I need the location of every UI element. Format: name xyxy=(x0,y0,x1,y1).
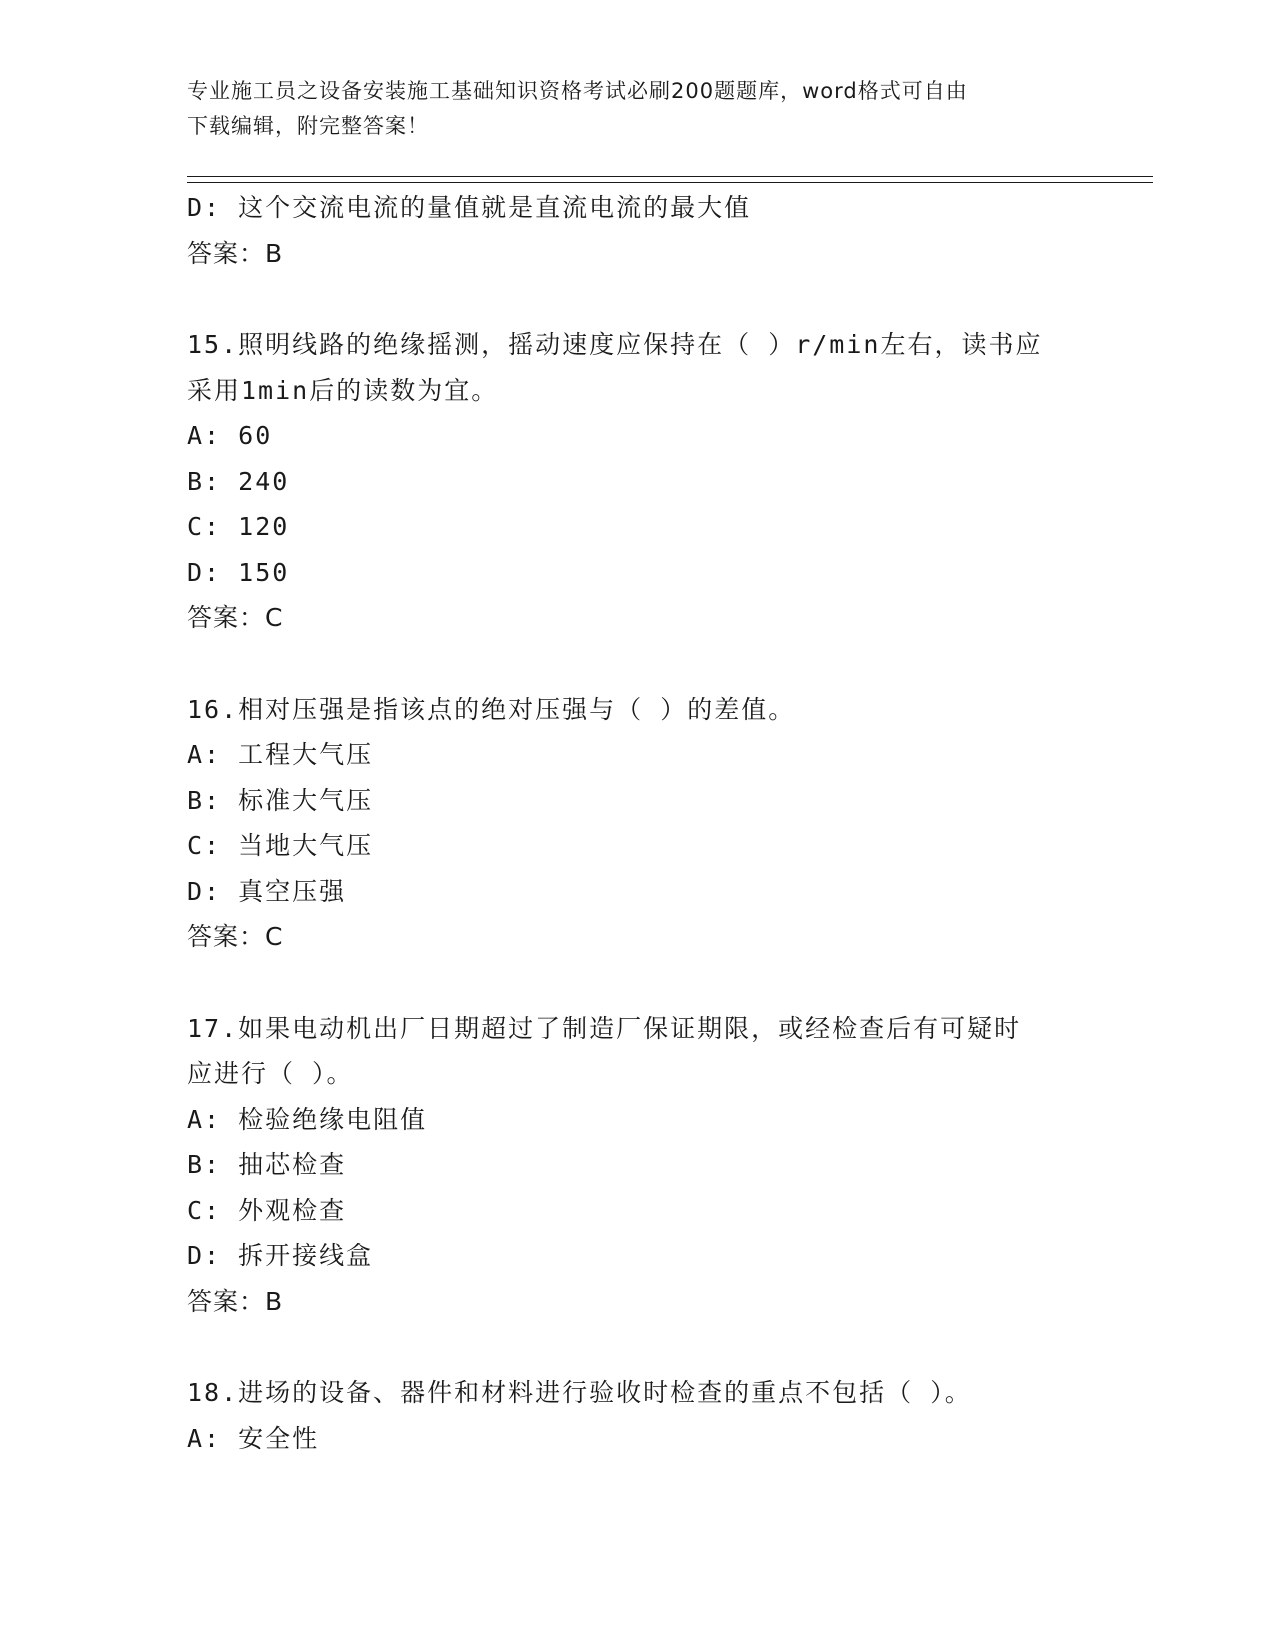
option-b: B: 240 xyxy=(187,466,290,496)
question-17 xyxy=(187,1006,1087,1325)
question-stem: 16.相对压强是指该点的绝对压强与（ ）的差值。 xyxy=(187,694,796,724)
option-d: D: 150 xyxy=(187,557,290,587)
option-c: C: 120 xyxy=(187,512,290,541)
option-a: A: 60 xyxy=(187,421,273,450)
header-title-line-2: 下载编辑，附完整答案！ xyxy=(187,114,429,138)
question-list xyxy=(187,185,1087,1461)
option-a: A: 安全性 xyxy=(187,1423,320,1453)
option-b: B: 抽芯检查 xyxy=(187,1150,347,1179)
option-d: D: 真空压强 xyxy=(187,876,347,906)
question-stem-continued: 应进行（ ）。 xyxy=(187,1059,354,1088)
option-c: C: 外观检查 xyxy=(187,1195,347,1225)
question-14-continuation xyxy=(187,185,1087,276)
document-header xyxy=(187,74,1067,144)
header-divider-top xyxy=(187,176,1153,177)
question-stem: 15.照明线路的绝缘摇测，摇动速度应保持在（ ）r/min左右，读书应 xyxy=(187,330,1043,359)
question-15 xyxy=(187,322,1087,641)
answer: 答案：C xyxy=(187,922,284,951)
option-d: D: 这个交流电流的量值就是直流电流的最大值 xyxy=(187,193,752,222)
option-c: C: 当地大气压 xyxy=(187,831,374,860)
header-divider-bottom xyxy=(187,182,1153,183)
question-18 xyxy=(187,1370,1087,1461)
option-b: B: 标准大气压 xyxy=(187,785,374,815)
question-stem: 18.进场的设备、器件和材料进行验收时检查的重点不包括（ ）。 xyxy=(187,1378,972,1407)
question-16 xyxy=(187,687,1087,960)
question-stem-continued: 采用1min后的读数为宜。 xyxy=(187,375,499,405)
option-a: A: 检验绝缘电阻值 xyxy=(187,1104,428,1134)
question-stem: 17.如果电动机出厂日期超过了制造厂保证期限，或经检查后有可疑时 xyxy=(187,1013,1022,1043)
answer: 答案：B xyxy=(187,1286,284,1316)
option-a: A: 工程大气压 xyxy=(187,740,374,769)
answer: 答案：C xyxy=(187,603,284,632)
option-d: D: 拆开接线盒 xyxy=(187,1241,374,1270)
header-title-line-1: 专业施工员之设备安装施工基础知识资格考试必刷200题题库，word格式可自由 xyxy=(187,79,968,103)
answer: 答案：B xyxy=(187,238,284,268)
